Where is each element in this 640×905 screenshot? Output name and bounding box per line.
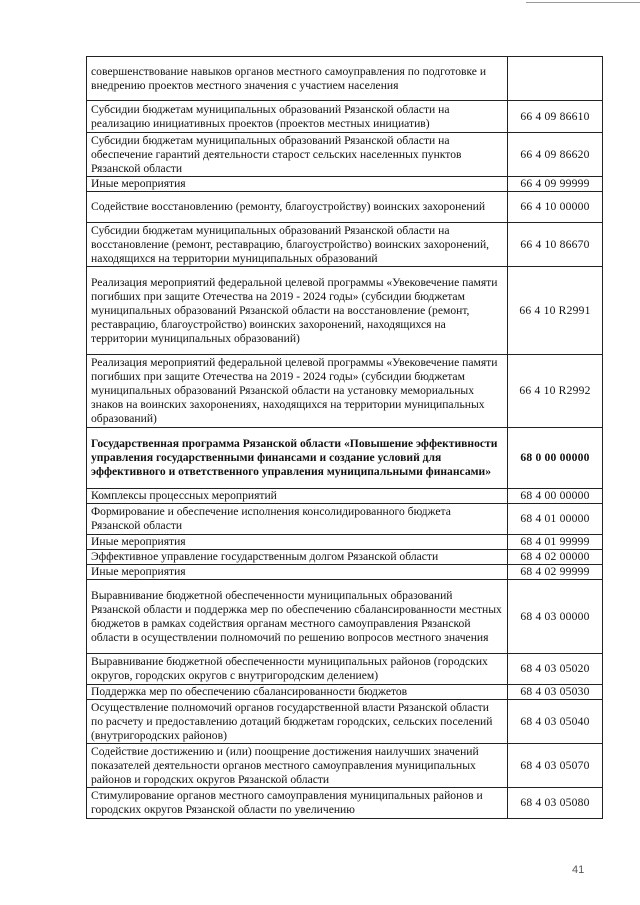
row-name-cell: Стимулирование органов местного самоуправления муниципальных районов и городских округов Рязанской области по увеличению [87,788,508,819]
row-name-cell: Формирование и обеспечение исполнения консолидированного бюджета Рязанской области [87,504,508,535]
row-code-cell: 68 4 02 99999 [508,565,603,580]
row-code-cell: 68 4 03 05040 [508,700,603,744]
row-code-cell: 68 0 00 00000 [508,428,603,489]
table-row [87,565,603,580]
table-row [87,744,603,788]
row-name-cell: Субсидии бюджетам муниципальных образований Рязанской области на обеспечение гарантий деятельности старост сельских населенных пунктов Рязанской области [87,133,508,177]
row-code-cell: 66 4 10 00000 [508,192,603,223]
budget-classification-table [86,56,603,819]
table-row [87,177,603,192]
top-edge-rule [526,2,640,3]
table-row [87,535,603,550]
table-row [87,685,603,700]
row-code-cell: 68 4 03 05030 [508,685,603,700]
table-body [87,57,603,819]
row-code-cell: 66 4 09 86620 [508,133,603,177]
row-name-cell: Субсидии бюджетам муниципальных образований Рязанской области на реализацию инициативных проектов (проектов местных инициатив) [87,101,508,133]
table-row [87,788,603,819]
table-row [87,504,603,535]
table-row [87,580,603,654]
row-code-cell: 68 4 03 05020 [508,654,603,685]
row-name-cell: Реализация мероприятий федеральной целевой программы «Увековечение памяти погибших при защите Отечества на 2019 - 2024 годы» (субсидии бюджетам муниципальных образований Рязанской области на установку мемориальных знаков на воинских захоронениях, находящихся на территории муниципальных образований) [87,355,508,428]
page-number: 41 [572,864,585,876]
row-code-cell: 68 4 01 99999 [508,535,603,550]
row-code-cell: 68 4 00 00000 [508,489,603,504]
row-name-cell: Поддержка мер по обеспечению сбалансированности бюджетов [87,685,508,700]
row-name-cell: Эффективное управление государственным долгом Рязанской области [87,550,508,565]
row-name-cell: Иные мероприятия [87,535,508,550]
table-row [87,654,603,685]
table-row [87,489,603,504]
row-code-cell: 66 4 10 86670 [508,223,603,267]
row-name-cell: Иные мероприятия [87,177,508,192]
row-code-cell [508,57,603,101]
row-name-cell: Выравнивание бюджетной обеспеченности муниципальных районов (городских округов, городских округов с внутригородским делением) [87,654,508,685]
row-code-cell: 66 4 10 R2992 [508,355,603,428]
row-name-cell: совершенствование навыков органов местного самоуправления по подготовке и внедрению проектов местного значения с участием населения [87,57,508,101]
row-name-cell: Осуществление полномочий органов государственной власти Рязанской области по расчету и предоставлению дотаций бюджетам городских, сельских поселений (внутригородских районов) [87,700,508,744]
row-code-cell: 66 4 10 R2991 [508,267,603,355]
row-code-cell: 68 4 03 05080 [508,788,603,819]
table-row [87,223,603,267]
table-row [87,192,603,223]
row-name-cell: Реализация мероприятий федеральной целевой программы «Увековечение памяти погибших при защите Отечества на 2019 - 2024 годы» (субсидии бюджетам муниципальных образований Рязанской области на восстановление (ремонт, реставрацию, благоустройство) воинских захоронений, находящихся на территории муниципальных образований) [87,267,508,355]
row-code-cell: 66 4 09 99999 [508,177,603,192]
table-row [87,550,603,565]
table-row [87,57,603,101]
row-name-cell: Иные мероприятия [87,565,508,580]
table-row [87,428,603,489]
table-row [87,133,603,177]
table-row [87,267,603,355]
table-row [87,700,603,744]
row-code-cell: 68 4 01 00000 [508,504,603,535]
row-code-cell: 68 4 03 00000 [508,580,603,654]
row-name-cell: Комплексы процессных мероприятий [87,489,508,504]
table-row [87,101,603,133]
row-name-cell: Выравнивание бюджетной обеспеченности муниципальных образований Рязанской области и поддержка мер по обеспечению сбалансированности местных бюджетов в рамках содействия органам местного самоуправления Рязанской области в осуществлении полномочий по решению вопросов местного значения [87,580,508,654]
row-code-cell: 68 4 02 00000 [508,550,603,565]
row-name-cell: Содействие восстановлению (ремонту, благоустройству) воинских захоронений [87,192,508,223]
row-name-cell: Государственная программа Рязанской области «Повышение эффективности управления государственными финансами и создание условий для эффективного и ответственного управления муниципальными финансами» [87,428,508,489]
row-code-cell: 68 4 03 05070 [508,744,603,788]
row-name-cell: Субсидии бюджетам муниципальных образований Рязанской области на восстановление (ремонт, реставрацию, благоустройство) воинских захоронений, находящихся на территории муниципальных образований [87,223,508,267]
row-name-cell: Содействие достижению и (или) поощрение достижения наилучших значений показателей деятельности органов местного самоуправления муниципальных районов и городских округов Рязанской области [87,744,508,788]
table-row [87,355,603,428]
row-code-cell: 66 4 09 86610 [508,101,603,133]
